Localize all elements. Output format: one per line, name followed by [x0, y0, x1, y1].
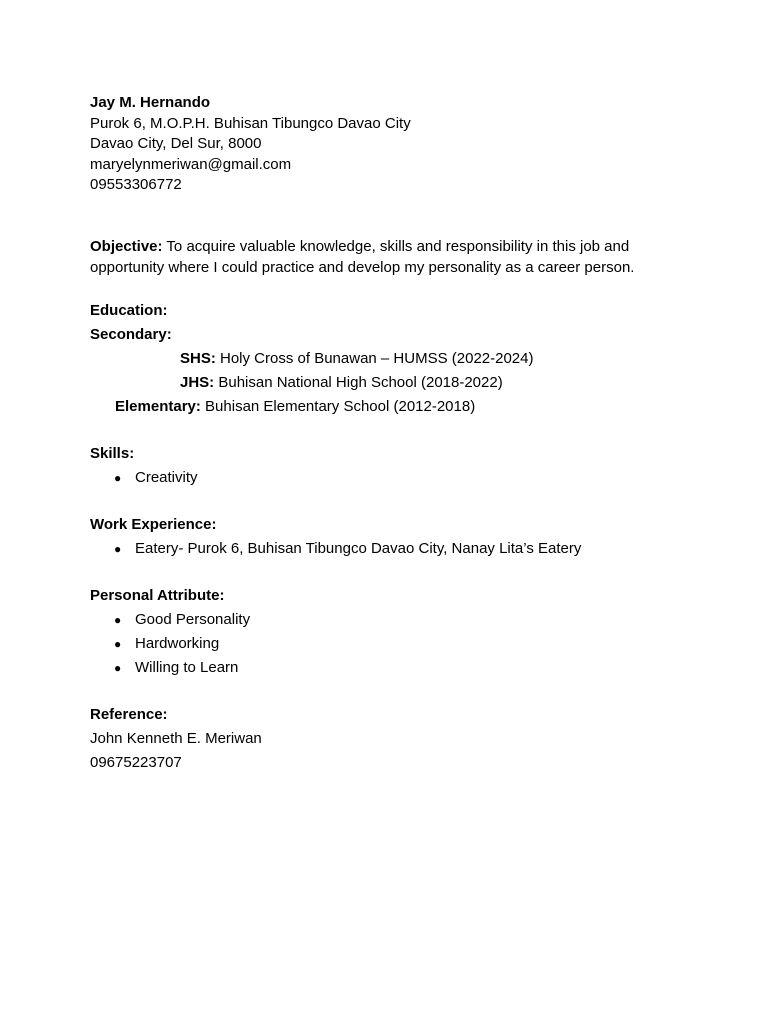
spacer: [90, 490, 690, 513]
bullet-icon: ●: [114, 660, 122, 675]
spacer: [90, 196, 690, 236]
attribute-text: Hardworking: [135, 634, 220, 652]
jhs-entry: [90, 371, 690, 395]
address-line-2: Davao City, Del Sur, 8000: [90, 135, 262, 152]
skills-heading: Skills:: [90, 444, 135, 462]
secondary-heading: Secondary:: [90, 325, 172, 343]
shs-value: Holy Cross of Bunawan – HUMSS (2022-2024): [215, 349, 534, 367]
jhs-value: Buhisan National High School (2018-2022): [214, 373, 503, 391]
skill-text: Creativity: [135, 468, 198, 486]
shs-entry: [90, 347, 690, 371]
list-item: [90, 608, 690, 632]
bullet-icon: ●: [114, 470, 122, 485]
reference-name: John Kenneth E. Meriwan: [90, 729, 262, 747]
reference-phone: 09675223707: [90, 753, 182, 771]
objective-text: To acquire valuable knowledge, skills and responsibility in this job and opportunity where I could practice and develop my personality as a career person.: [90, 237, 635, 276]
list-item: [90, 632, 690, 656]
spacer: [90, 278, 690, 299]
objective-label: Objective:: [90, 237, 163, 255]
email-address: maryelynmeriwan@gmail.com: [90, 155, 292, 173]
work-experience-text: Eatery- Purok 6, Buhisan Tibungco Davao City, Nanay Lita’s Eatery: [135, 539, 582, 557]
phone-number: 09553306772: [90, 176, 182, 193]
work-experience-section: [90, 513, 690, 561]
list-item: [90, 656, 690, 680]
personal-attribute-list: [90, 608, 690, 680]
elementary-entry: [90, 395, 690, 419]
spacer: [90, 680, 690, 703]
contact-block: [90, 93, 690, 196]
spacer: [90, 561, 690, 584]
personal-attribute-heading: Personal Attribute:: [90, 586, 225, 604]
education-section: [90, 299, 690, 419]
elementary-label: Elementary:: [115, 397, 201, 415]
address-line-1: Purok 6, M.O.P.H. Buhisan Tibungco Davao City: [90, 114, 411, 132]
attribute-text: Good Personality: [135, 610, 251, 628]
skills-section: [90, 442, 690, 490]
resume-document: [90, 93, 690, 775]
spacer: [90, 419, 690, 442]
work-experience-heading: Work Experience:: [90, 515, 217, 533]
list-item: [90, 466, 690, 490]
work-experience-list: [90, 537, 690, 561]
reference-section: [90, 703, 690, 775]
skills-list: [90, 466, 690, 490]
personal-attribute-section: [90, 584, 690, 680]
attribute-text: Willing to Learn: [135, 658, 239, 676]
bullet-icon: ●: [114, 612, 122, 627]
bullet-icon: ●: [114, 541, 122, 556]
shs-label: SHS:: [180, 349, 216, 367]
objective-section: [90, 236, 650, 278]
jhs-label: JHS:: [180, 373, 215, 391]
list-item: [90, 537, 690, 561]
education-heading: Education:: [90, 301, 168, 319]
elementary-value: Buhisan Elementary School (2012-2018): [200, 397, 476, 415]
reference-heading: Reference:: [90, 705, 168, 723]
bullet-icon: ●: [114, 636, 122, 651]
applicant-name: Jay M. Hernando: [90, 94, 211, 111]
